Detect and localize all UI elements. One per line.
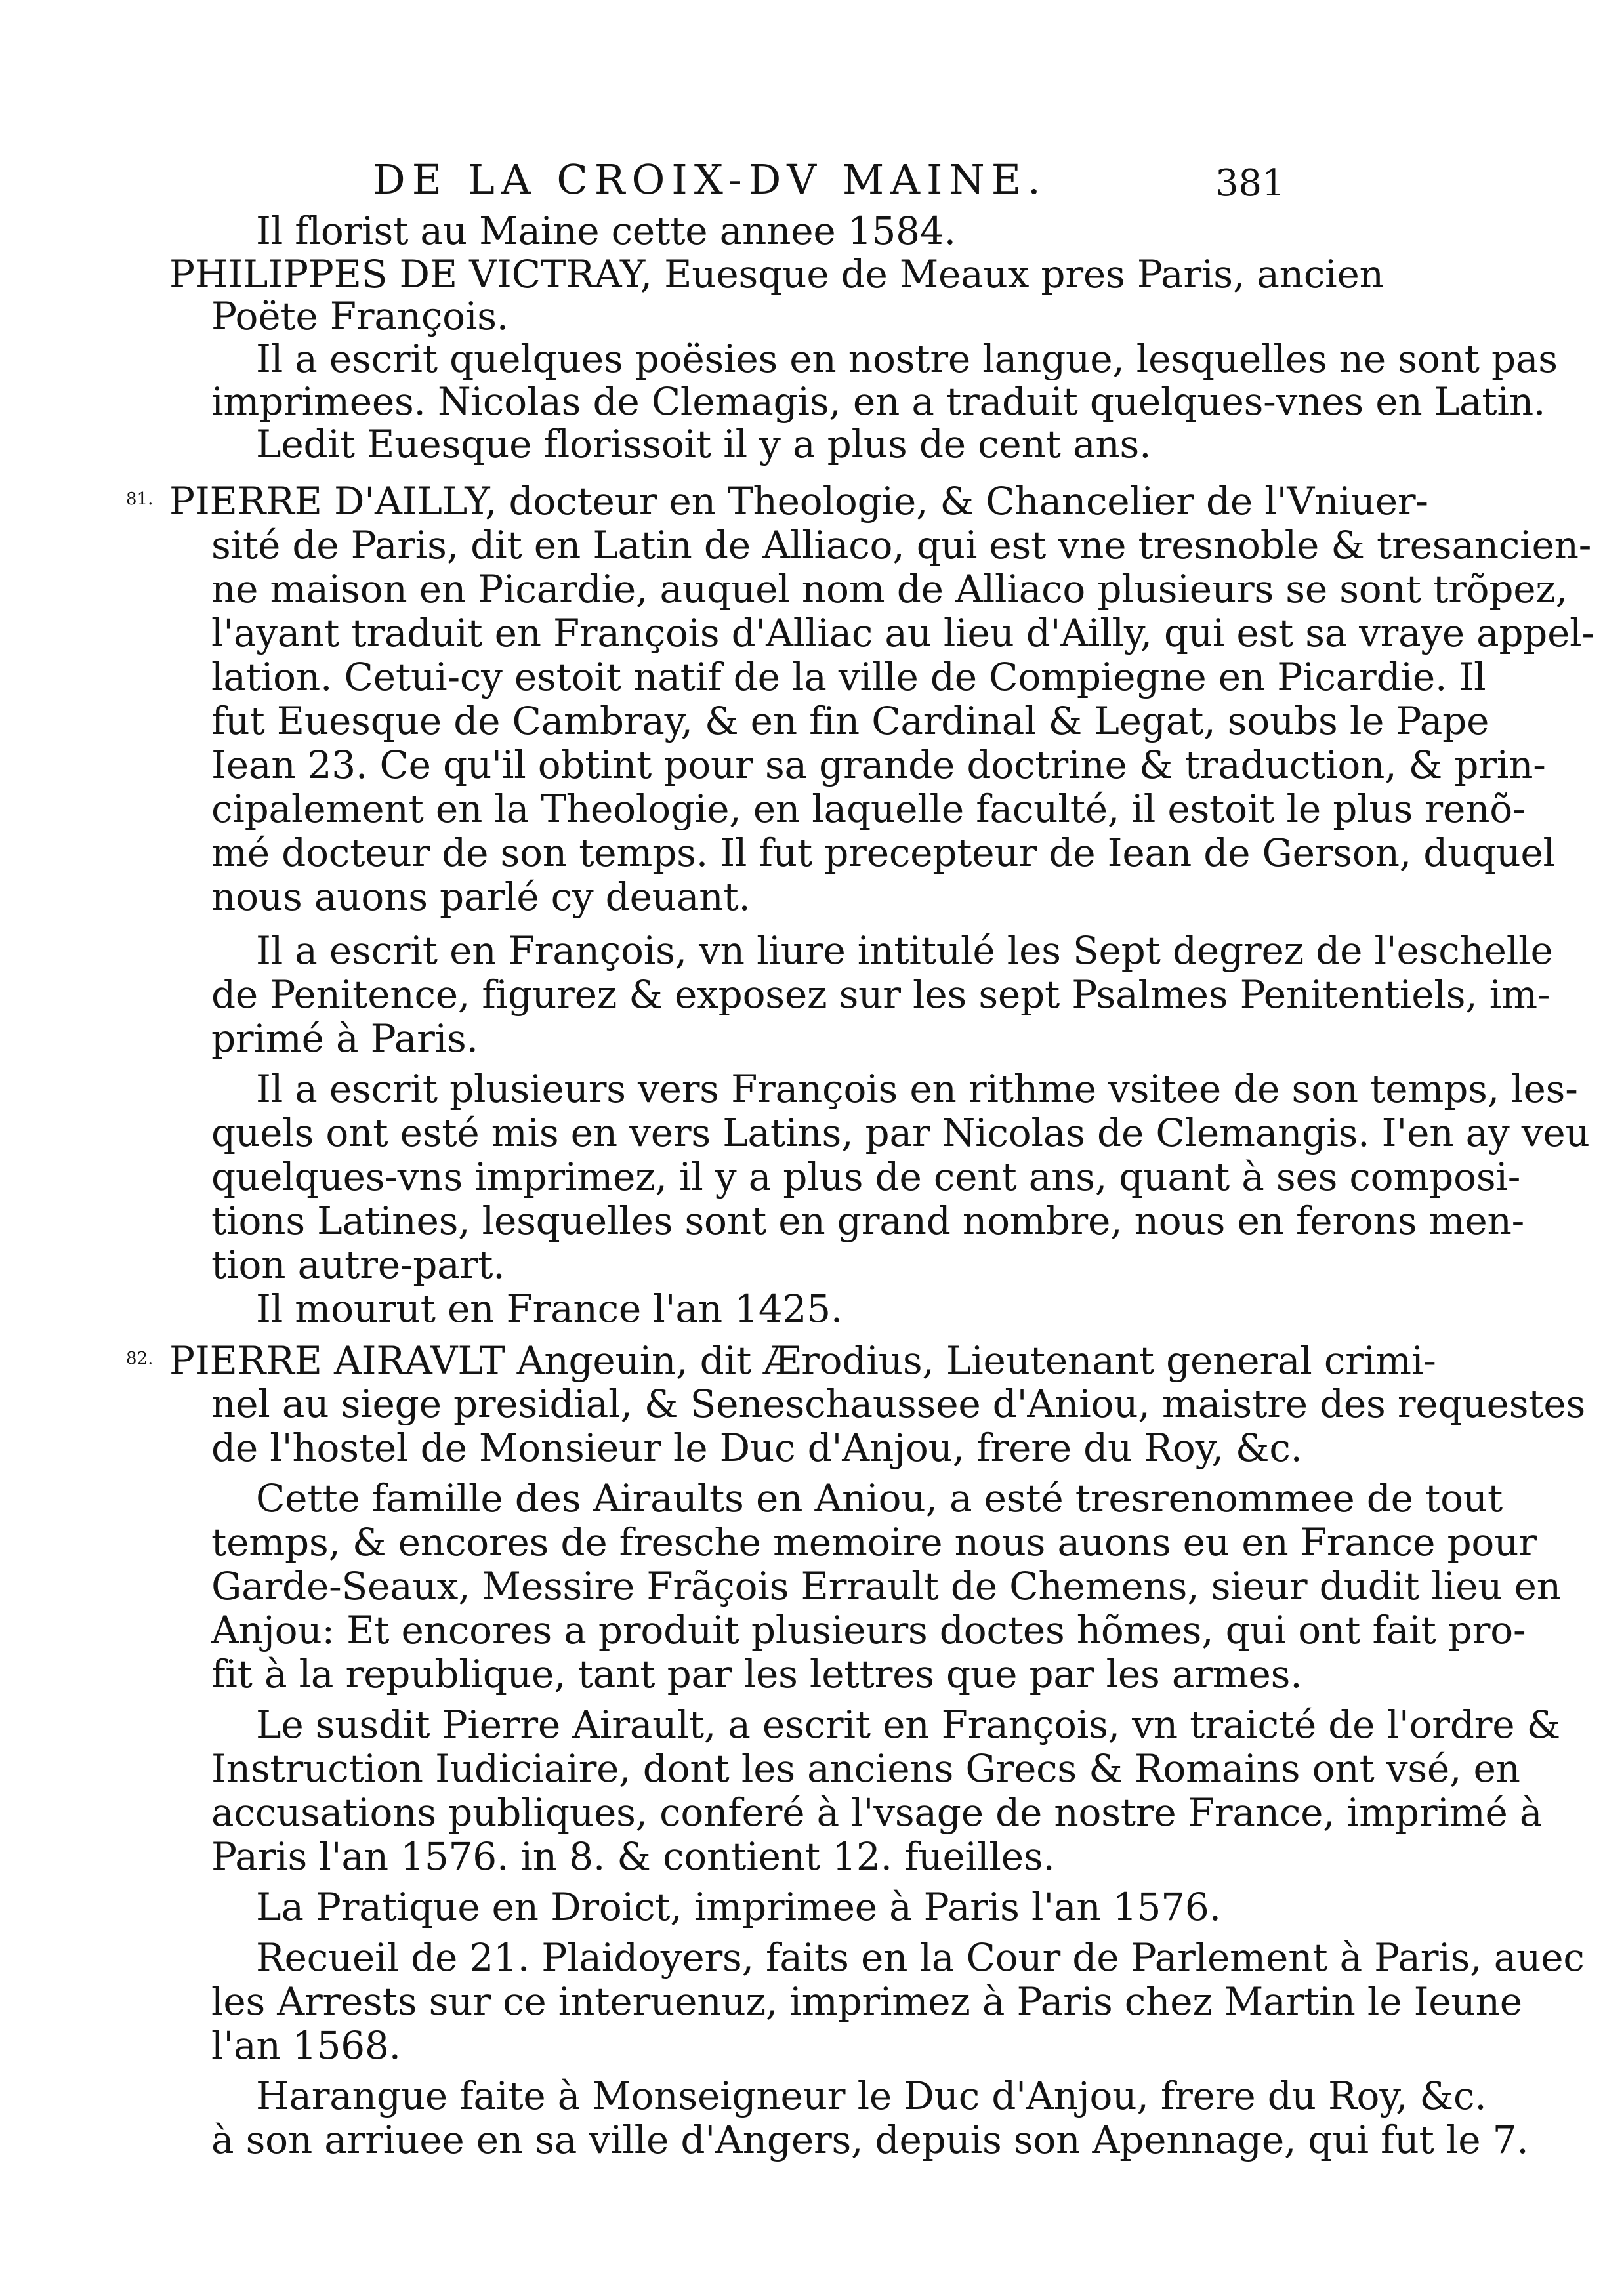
text-line: cipalement en la Theologie, en laquelle faculté, il estoit le plus renõ- — [211, 787, 1526, 831]
text-line: Cette famille des Airaults en Aniou, a esté tresrenommee de tout — [256, 1476, 1503, 1521]
text-line: Anjou: Et encores a produit plusieurs doctes hõmes, qui ont fait pro- — [211, 1608, 1526, 1652]
text-line: tions Latines, lesquelles sont en grand nombre, nous en ferons men- — [211, 1199, 1525, 1243]
text-line: nel au siege presidial, & Seneschaussee d'Aniou, maistre des requestes — [211, 1382, 1586, 1426]
text-line: Recueil de 21. Plaidoyers, faits en la Cour de Parlement à Paris, auec — [256, 1935, 1585, 1980]
text-line: Il mourut en France l'an 1425. — [256, 1286, 843, 1331]
margin-mark-82: 82. — [126, 1349, 154, 1368]
text-line: sité de Paris, dit en Latin de Alliaco, qui est vne tresnoble & tresancien- — [211, 523, 1592, 567]
text-line: de Penitence, figurez & exposez sur les sept Psalmes Penitentiels, im- — [211, 972, 1551, 1017]
entry-heading-line: PIERRE AIRAVLT Angeuin, dit Ærodius, Lieutenant general crimi- — [169, 1338, 1436, 1383]
text-line: mé docteur de son temps. Il fut precepteur de Iean de Gerson, duquel — [211, 830, 1555, 875]
text-line: nous auons parlé cy deuant. — [211, 874, 751, 919]
text-line: primé à Paris. — [211, 1016, 478, 1061]
margin-mark-81: 81. — [126, 489, 154, 509]
text-line: Il a escrit en François, vn liure intitulé les Sept degrez de l'eschelle — [256, 928, 1553, 973]
text-line: Ledit Euesque florissoit il y a plus de cent ans. — [256, 422, 1152, 466]
text-line: l'ayant traduit en François d'Alliac au lieu d'Ailly, qui est sa vraye appel- — [211, 611, 1594, 655]
text-line: l'an 1568. — [211, 2023, 401, 2068]
text-line: quelques-vns imprimez, il y a plus de cent ans, quant à ses composi- — [211, 1155, 1521, 1199]
text-line: Il a escrit plusieurs vers François en rithme vsitee de son temps, les- — [256, 1067, 1578, 1111]
text-line: Il a escrit quelques poësies en nostre langue, lesquelles ne sont pas — [256, 337, 1558, 381]
text-line: Harangue faite à Monseigneur le Duc d'Anjou, frere du Roy, &c. — [256, 2074, 1487, 2118]
text-line: ne maison en Picardie, auquel nom de Alliaco plusieurs se sont trõpez, — [211, 567, 1568, 611]
text-line: temps, & encores de fresche memoire nous auons eu en France pour — [211, 1520, 1537, 1565]
text-line: Le susdit Pierre Airault, a escrit en François, vn traicté de l'ordre & — [256, 1702, 1561, 1747]
text-line: tion autre-part. — [211, 1242, 505, 1287]
text-line: imprimees. Nicolas de Clemagis, en a traduit quelques-vnes en Latin. — [211, 379, 1546, 424]
text-line: à son arriuee en sa ville d'Angers, depuis son Apennage, qui fut le 7. — [211, 2118, 1529, 2162]
text-line: fut Euesque de Cambray, & en fin Cardinal & Legat, soubs le Pape — [211, 699, 1489, 743]
text-line: fit à la republique, tant par les lettres que par les armes. — [211, 1652, 1302, 1696]
text-line: les Arrests sur ce interuenuz, imprimez à Paris chez Martin le Ieune — [211, 1979, 1522, 2024]
text-line: de l'hostel de Monsieur le Duc d'Anjou, frere du Roy, &c. — [211, 1425, 1302, 1470]
running-title: DE LA CROIX-DV MAINE. — [373, 155, 1047, 203]
text-line: La Pratique en Droict, imprimee à Paris l'an 1576. — [256, 1885, 1221, 1929]
text-line: accusations publiques, conferé à l'vsage de nostre France, imprimé à — [211, 1790, 1543, 1835]
text-line: Instruction Iudiciaire, dont les anciens Grecs & Romains ont vsé, en — [211, 1746, 1520, 1791]
entry-heading-line: PIERRE D'AILLY, docteur en Theologie, & Chancelier de l'Vniuer- — [169, 479, 1428, 523]
text-line: Il florist au Maine cette annee 1584. — [256, 209, 956, 253]
page-number: 381 — [1215, 162, 1285, 205]
text-line: quels ont esté mis en vers Latins, par Nicolas de Clemangis. I'en ay veu — [211, 1111, 1590, 1155]
text-line: Paris l'an 1576. in 8. & contient 12. fueilles. — [211, 1834, 1055, 1879]
text-line: Garde-Seaux, Messire Frãçois Errault de Chemens, sieur dudit lieu en — [211, 1564, 1561, 1609]
text-line: lation. Cetui-cy estoit natif de la ville de Compiegne en Picardie. Il — [211, 655, 1486, 699]
text-line: Poëte François. — [211, 294, 509, 338]
text-line: Iean 23. Ce qu'il obtint pour sa grande doctrine & traduction, & prin- — [211, 743, 1546, 787]
entry-heading-line: PHILIPPES DE VICTRAY, Euesque de Meaux pres Paris, ancien — [169, 252, 1384, 297]
